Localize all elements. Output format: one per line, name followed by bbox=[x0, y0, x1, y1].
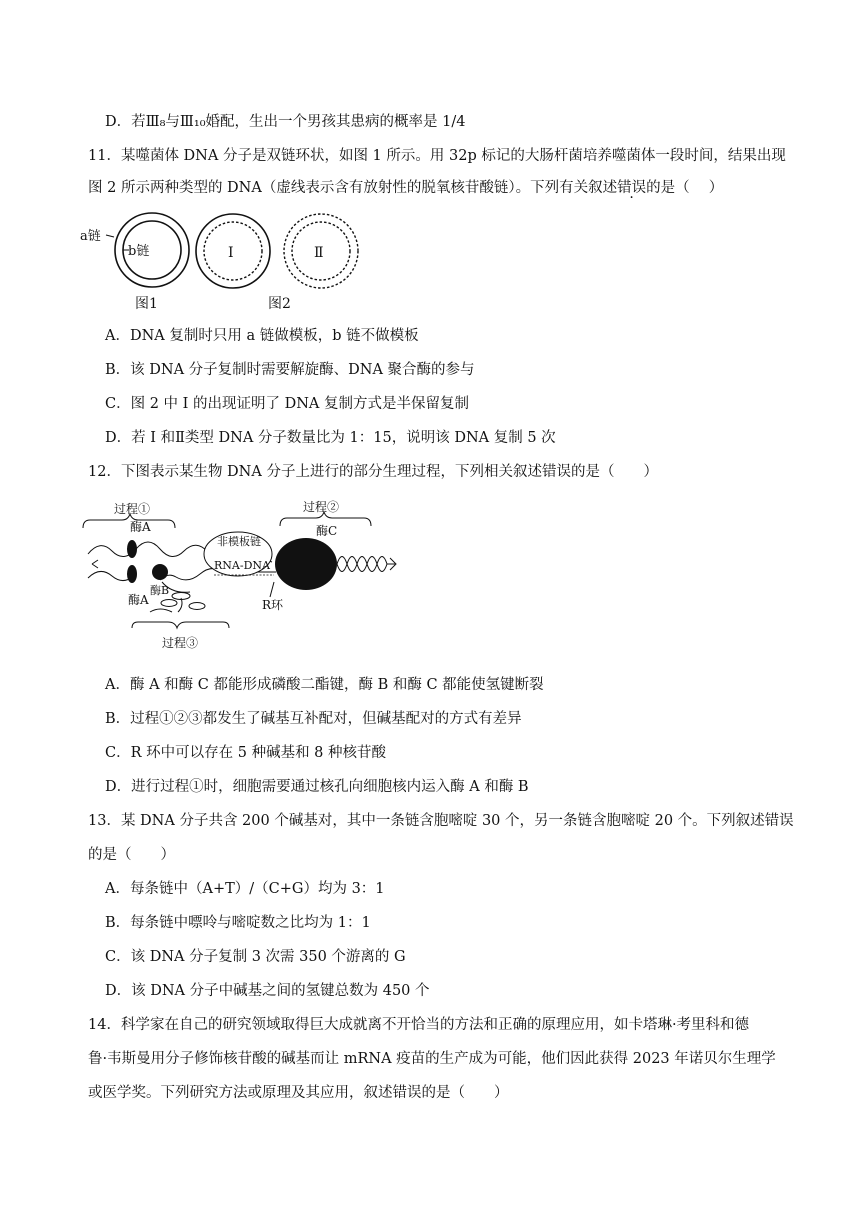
rnadna-label: RNA-DNA bbox=[214, 559, 270, 572]
q14-stem-line3: 或医学奖。下列研究方法或原理及其应用，叙述错误的是（ ） bbox=[88, 1085, 509, 1101]
rloop-label: R环 bbox=[262, 598, 284, 612]
enzymeA-bottom-blob bbox=[127, 565, 137, 583]
q11-stem-line2 bbox=[88, 178, 723, 198]
q10-option-d: D．若Ⅲ₈与Ⅲ₁₀婚配，生出一个男孩其患病的概率是 1/4 bbox=[105, 114, 466, 130]
enzymeB-blob bbox=[152, 564, 168, 580]
enzymeB-label: 酶B bbox=[150, 584, 170, 597]
q11-b-chain-label: b链 bbox=[128, 244, 150, 259]
fig2-I-label: Ⅰ bbox=[228, 245, 234, 261]
process2-label: 过程② bbox=[303, 500, 340, 514]
fig1-caption: 图1 bbox=[135, 296, 158, 312]
q11-a-chain-pointer bbox=[106, 235, 114, 237]
q11-stem-post: 的是（ ） bbox=[646, 180, 724, 196]
q11-option-c: C．图 2 中 I 的出现证明了 DNA 复制方式是半保留复制 bbox=[105, 396, 469, 412]
q12-option-a: A．酶 A 和酶 C 都能形成磷酸二酯键，酶 B 和酶 C 都能使氢键断裂 bbox=[105, 677, 544, 693]
q13-option-c: C．该 DNA 分子复制 3 次需 350 个游离的 G bbox=[105, 949, 406, 965]
process3-brace bbox=[132, 622, 229, 628]
q11-option-b: B．该 DNA 分子复制时需要解旋酶、DNA 聚合酶的参与 bbox=[105, 362, 475, 378]
q11-figure bbox=[78, 210, 368, 320]
enzymeA-top-blob bbox=[127, 540, 137, 558]
enzymeA-bottom-label: 酶A bbox=[128, 593, 149, 607]
q14-stem-line2: 鲁·韦斯曼用分子修饰核苷酸的碱基而让 mRNA 疫苗的生产成为可能，他们因此获得 2023 年诺贝尔生理学 bbox=[88, 1051, 776, 1067]
q11-option-a: A．DNA 复制时只用 a 链做模板，b 链不做模板 bbox=[105, 328, 419, 344]
dna-right-strand-a bbox=[337, 557, 395, 572]
process1-label: 过程① bbox=[114, 502, 151, 516]
q13-option-d: D．该 DNA 分子中碱基之间的氢键总数为 450 个 bbox=[105, 983, 430, 999]
fig2-caption: 图2 bbox=[268, 296, 291, 312]
q13-option-b: B．每条链中嘌呤与嘧啶数之比均为 1：1 bbox=[105, 915, 371, 931]
rloop-pointer bbox=[270, 582, 274, 597]
q12-option-b: B．过程①②③都发生了碱基互补配对，但碱基配对的方式有差异 bbox=[105, 711, 522, 727]
q12-figure bbox=[80, 494, 410, 654]
ribosome-3 bbox=[189, 603, 205, 610]
process1-brace bbox=[83, 514, 175, 528]
q11-stem-pre: 图 2 所示两种类型的 DNA（虚线表示含有放射性的脱氧核苷酸链）。下列有关叙述 bbox=[88, 180, 618, 196]
q12-option-c: C．R 环中可以存在 5 种碱基和 8 种核苷酸 bbox=[105, 745, 387, 761]
process3-label: 过程③ bbox=[162, 636, 199, 650]
fig2-II-label: Ⅱ bbox=[314, 245, 324, 261]
q11-stem-emph: 错误 bbox=[617, 180, 647, 196]
q11-option-d: D．若 I 和Ⅱ类型 DNA 分子数量比为 1：15，说明该 DNA 复制 5 次 bbox=[105, 430, 556, 446]
q11-a-chain-label: a链 bbox=[80, 229, 101, 244]
q11-stem-line1: 11．某噬菌体 DNA 分子是双链环状，如图 1 所示。用 32p 标记的大肠杆菌培养噬菌体一段时间，结果出现 bbox=[88, 148, 786, 164]
q13-option-a: A．每条链中（A+T）/（C+G）均为 3：1 bbox=[105, 881, 385, 897]
enzymeA-top-label: 酶A bbox=[130, 520, 151, 534]
enzymeC-blob bbox=[275, 538, 337, 590]
q13-stem-line2: 的是（ ） bbox=[88, 847, 175, 863]
q14-stem-line1: 14．科学家在自己的研究领域取得巨大成就离不开恰当的方法和正确的原理应用，如卡塔琳·考里科和德 bbox=[88, 1017, 750, 1033]
enzymeC-label: 酶C bbox=[316, 524, 338, 538]
nontemplate-label: 非模板链 bbox=[217, 535, 261, 548]
ribosome-2 bbox=[161, 600, 177, 607]
q13-stem-line1: 13．某 DNA 分子共含 200 个碱基对，其中一条链含胞嘧啶 30 个，另一条链含胞嘧啶 20 个。下列叙述错误 bbox=[88, 813, 794, 829]
q12-stem: 12．下图表示某生物 DNA 分子上进行的部分生理过程，下列相关叙述错误的是（ ） bbox=[88, 464, 658, 480]
q12-option-d: D．进行过程①时，细胞需要通过核孔向细胞核内运入酶 A 和酶 B bbox=[105, 779, 529, 795]
strand-arrow-left bbox=[92, 560, 98, 568]
